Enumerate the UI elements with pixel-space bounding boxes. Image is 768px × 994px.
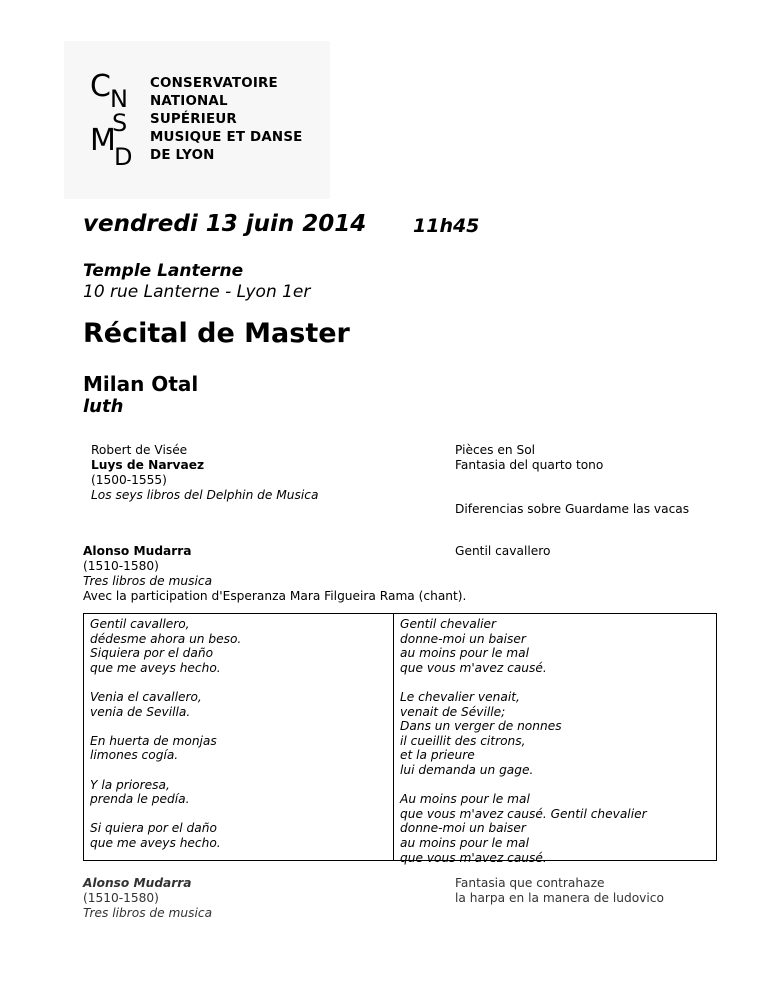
- piece-mudarra-1: Gentil cavallero: [455, 544, 551, 558]
- logo-wordmark: [150, 75, 303, 165]
- stanza-gap: [90, 807, 241, 822]
- monogram-letter-s: S: [112, 109, 128, 137]
- lyric-line: donne-moi un baiser: [400, 631, 526, 646]
- lyric-line: et la prieure: [400, 748, 475, 763]
- lyric-line: il cueillit des citrons,: [400, 733, 526, 748]
- event-title: Récital de Master: [83, 318, 350, 349]
- lyric-line: dédesme ahora un beso.: [90, 631, 242, 646]
- logo-line: CONSERVATOIRE: [150, 76, 278, 91]
- lyric-line: donne-moi un baiser: [400, 821, 526, 836]
- lyric-line: Gentil cavallero,: [90, 617, 190, 631]
- lyric-line: au moins pour le mal: [400, 835, 530, 850]
- event-venue: Temple Lanterne: [83, 261, 244, 281]
- event-date: vendredi 13 juin 2014: [83, 211, 367, 237]
- dates-mudarra-2: (1510-1580): [83, 891, 159, 905]
- lyrics-table: [83, 613, 717, 865]
- dates-narvaez: (1500-1555): [91, 473, 167, 487]
- source-mudarra: Tres libros de musica: [83, 574, 213, 588]
- event-address: 10 rue Lanterne - Lyon 1er: [83, 282, 311, 302]
- performer-name: Milan Otal: [83, 372, 199, 396]
- lyric-line: lui demanda un gage.: [400, 762, 534, 777]
- performer-instrument: luth: [83, 396, 124, 417]
- lyric-line: que vous m'avez causé.: [400, 850, 547, 865]
- piece-visee: Pièces en Sol: [455, 443, 536, 457]
- lyric-line: Siquiera por el daño: [90, 646, 214, 661]
- event-time: 11h45: [413, 215, 480, 237]
- monogram-letter-d: D: [114, 143, 133, 171]
- stanza-gap: [90, 763, 241, 778]
- piece-narvaez-1: Fantasia del quarto tono: [455, 458, 604, 472]
- source-narvaez: Los seys libros del Delphin de Musica: [91, 488, 319, 502]
- logo-line: SUPÉRIEUR: [150, 112, 237, 127]
- lyric-line: que vous m'avez causé.: [400, 660, 547, 675]
- lyric-line: Si quiera por el daño: [90, 821, 217, 836]
- lyrics-spanish-column: [90, 617, 241, 851]
- dates-mudarra: (1510-1580): [83, 559, 159, 573]
- lyric-line: Le chevalier venait,: [400, 689, 520, 704]
- lyric-line: que me aveys hecho.: [90, 835, 221, 850]
- lyric-line: limones cogía.: [90, 748, 179, 763]
- lyric-line: Y la prioresa,: [90, 777, 170, 792]
- monogram-letter-n: N: [110, 85, 128, 113]
- logo-line: DE LYON: [150, 148, 215, 163]
- composer-visee: Robert de Visée: [91, 443, 188, 457]
- source-mudarra-2: Tres libros de musica: [83, 906, 213, 920]
- lyric-line: Dans un verger de nonnes: [400, 719, 562, 734]
- stanza-gap: [90, 719, 241, 734]
- lyric-line: Gentil chevalier: [400, 617, 496, 631]
- lyric-line: venait de Séville;: [400, 704, 506, 719]
- lyric-line: prenda le pedía.: [90, 792, 190, 807]
- composer-narvaez: Luys de Narvaez: [91, 458, 205, 472]
- composer-mudarra-2: Alonso Mudarra: [83, 876, 192, 890]
- lyric-line: En huerta de monjas: [90, 733, 217, 748]
- stanza-gap: [400, 778, 647, 793]
- piece-mudarra-2-line-2: la harpa en la manera de ludovico: [455, 891, 664, 905]
- monogram-letter-m: M: [90, 123, 116, 158]
- piece-mudarra-2-line-1: Fantasia que contrahaze: [455, 876, 605, 890]
- logo-line: MUSIQUE ET DANSE: [150, 130, 303, 145]
- stanza-gap: [90, 675, 241, 690]
- piece-narvaez-2: Diferencias sobre Guardame las vacas: [455, 502, 690, 516]
- column-divider: [393, 614, 394, 860]
- logo-line: NATIONAL: [150, 94, 228, 109]
- cnsmd-monogram: [90, 69, 140, 169]
- stanza-gap: [400, 675, 647, 690]
- composer-mudarra: Alonso Mudarra: [83, 544, 192, 558]
- lyric-line: venia de Sevilla.: [90, 704, 191, 719]
- lyric-line: au moins pour le mal: [400, 646, 530, 661]
- monogram-letter-c: C: [90, 69, 111, 104]
- conservatoire-logo: [64, 41, 330, 199]
- lyric-line: que me aveys hecho.: [90, 660, 221, 675]
- lyric-line: Au moins pour le mal: [400, 792, 530, 807]
- lyric-line: Venia el cavallero,: [90, 689, 202, 704]
- lyrics-french-column: [400, 617, 647, 865]
- lyric-line: que vous m'avez causé. Gentil chevalier: [400, 806, 647, 821]
- participation-note: Avec la participation d'Esperanza Mara Filgueira Rama (chant).: [83, 589, 467, 603]
